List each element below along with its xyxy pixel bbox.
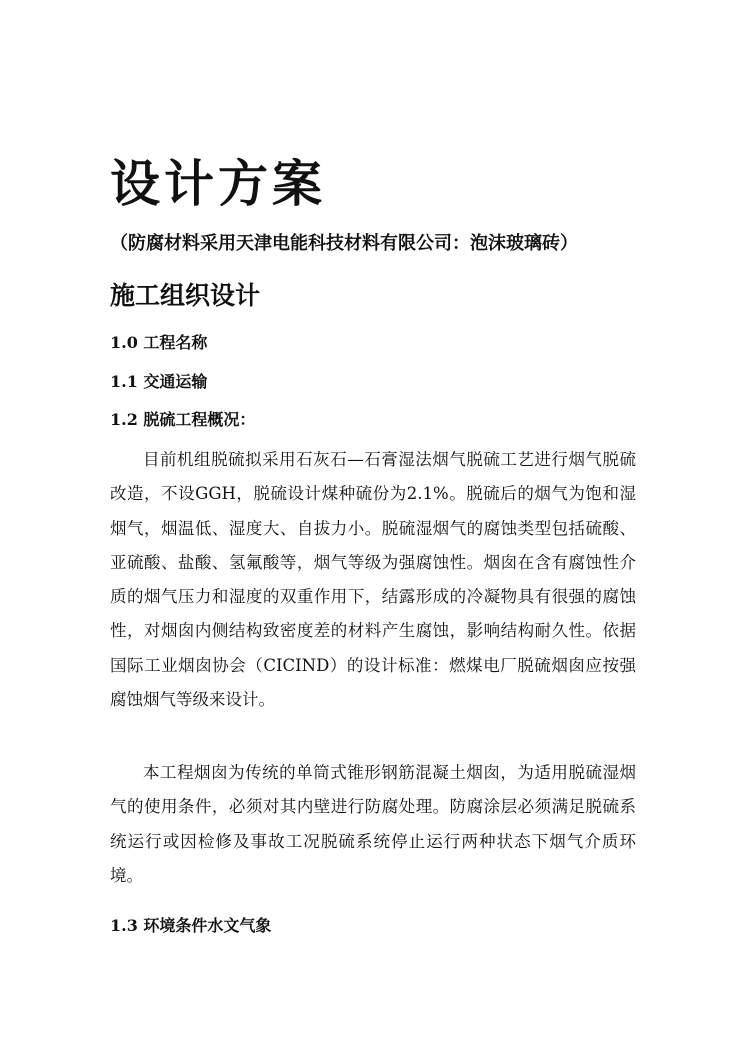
section-title: 施工组织设计 — [110, 281, 261, 310]
heading-project-name: 1.0 工程名称 — [110, 333, 208, 352]
paragraph-overview: 目前机组脱硫拟采用石灰石—石膏湿法烟气脱硫工艺进行烟气脱硫改造，不设GGH，脱硫设计煤种硫份为2.1%。脱硫后的烟气为饱和湿烟气，烟温低、湿度大、自拔力小。脱硫湿烟气的腐蚀类型包括硫酸、亚硫酸、盐酸、氢氟酸等，烟气等级为强腐蚀性。烟囱在含有腐蚀性介质的烟气压力和湿度的双重作用下，结露形成的冷凝物具有很强的腐蚀性，对烟囱内侧结构致密度差的材料产生腐蚀，影响结构耐久性。依据国际工业烟囱协会（CICIND）的设计标准：燃煤电厂脱硫烟囱应按强腐蚀烟气等级来设计。 — [110, 450, 636, 710]
document-subtitle: （防腐材料采用天津电能科技材料有限公司：泡沫玻璃砖） — [110, 233, 578, 254]
heading-desulfurization-overview: 1.2 脱硫工程概况： — [110, 410, 256, 429]
document-title: 设计方案 — [110, 154, 326, 213]
heading-environment-conditions: 1.3 环境条件水文气象 — [110, 916, 272, 935]
heading-transportation: 1.1 交通运输 — [110, 372, 208, 391]
paragraph-chimney: 本工程烟囱为传统的单筒式锥形钢筋混凝土烟囱，为适用脱硫湿烟气的使用条件，必须对其内壁进行防腐处理。防腐涂层必须满足脱硫系统运行或因检修及事故工况脱硫系统停止运行两种状态下烟气介质环境。 — [110, 763, 636, 885]
